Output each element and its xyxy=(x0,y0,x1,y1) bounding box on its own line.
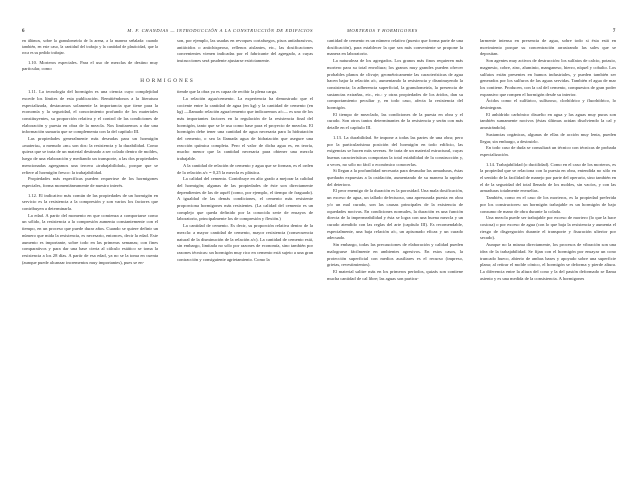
section-1-11: 1.11. La tecnología del hormigón es una ciencia cuyo complejidad excede los límites de esta publicación. Remitiéndonos a la literatura especializada, destacamos solamente la importancia que tiene para la economía y la seguridad, el conocimiento profundo de los materiales constituyentes, su proporción relativa y el control de las condiciones de elaboración y puesta en obra de la mezcla. Nos limitaremos a dar una información sumaria que se complementa con la del capítulo III. xyxy=(22,89,158,135)
paragraph: son, por ejemplo, las usadas en revoques cortafuegos, pisos antiabrasivos, antiácidos o antichispeoso, rellenos aislantes, etc., las dosificaciones convenientes vienen indicadas por el fabricante del agregado, a cuyas instrucciones será prudente ajustarse estrictamente. xyxy=(177,38,313,64)
paragraph: El anhídrido carbónico disuelto en agua y las aguas muy puras son también sumamente nocivos (éstas últimas actúan disolviendo la cal y arrastrándola). xyxy=(480,111,616,131)
section-1-12: 1.12. El indicativo más común de las propiedades de un hormigón en servicio es la resistencia a la compresión y son varios los factores que contribuyen a determinarla. xyxy=(22,192,158,212)
right-page-columns xyxy=(327,38,616,282)
left-column-2 xyxy=(177,38,313,73)
paragraph: El tiempo de mezclado, las condiciones de la puesta en obra y el curado. Son otros tantos determinantes de la resistencia y serán con más detalle en el capítulo III. xyxy=(327,111,463,131)
left-column-1 xyxy=(22,38,158,73)
paragraph: Sin embargo, todas las precauciones de elaboración y calidad pueden malograrse fácilmente en ambientes agresivos. En estos casos, la protección superficial con medios auxiliares es el recurso (impreso, grietas, revestimientos). xyxy=(327,242,463,268)
paragraph: Propiedades más específicas pueden requerirse de los hormigones especiales, forma momentáneamente de nuestro interés. xyxy=(22,176,158,188)
paragraph: A la cantidad de relación de cemento y agua que se forman, es el orden de la relación a/c = 0,25 la mezcla es plástica. xyxy=(177,162,313,175)
right-column-1 xyxy=(327,38,463,282)
paragraph: Aunque no la misma directamente, los procesos de vibración son una idea de la trabajabilidad. Se fijan con el hormigón por ensayar un cono truncado hueco, abierto de ambas bases y apoyado sobre una superficie plana; al retirar el molde cónico, el hormigón se deforma y pierde altura. La diferencia entre la altura del cono y la del pastón deformado se llama asiento y es una medida de la consistencia. A hormigones xyxy=(480,242,616,281)
paragraph: Una mezcla puede ser trabajable por exceso de mortero (lo que la hace costosa) o por exceso de agua (con lo que baja la resistencia y aumenta el riesgo de disgregación durante el transporte y fisuración ulterior por secado). xyxy=(480,215,616,241)
paragraph: en últimos, sobre la granulometría de la arena, a la manera señalada: cuando también, en este caso, la cantidad del trabajo y la cantidad de plasticidad, que la roca es su pedido trabajar. xyxy=(22,38,158,55)
left-running-head: M. F. CHANDIAS — INTRODUCCIÓN A LA CONSTRUCCIÓN DE EDIFICIOS xyxy=(127,28,313,33)
right-running-head: MORTEROS Y HORMIGONES xyxy=(347,28,418,33)
right-page-number: 7 xyxy=(612,29,616,34)
paragraph: La edad. A partir del momento en que comienza a comportarse como un sólido, la resistencia a la compresión aumenta constantemente con el tiempo, en un proceso que puede durar años. Cuando se quiere definir un número que mida la resistencia, es necesario, entonces, decir la edad. Este aumento es importante, sobre todo en las primeras semanas; con fines comparativos y para dar una base cierta al cálculo estático se toma la resistencia a los 28 días. A partir de esa edad, ya no se la toma en cuenta (aunque puede alcanzar incrementos muy importantes), pues se en- xyxy=(22,212,158,265)
left-column-2-lower xyxy=(177,89,313,266)
left-page-header xyxy=(22,28,313,34)
paragraph: larmente intensa en presencia de agua, sobre todo si ésta está en movimiento porque su concentración arrastrando las sales que se depositan. xyxy=(480,38,616,57)
section-1-14: 1.14. Trabajabilidad (o ductilidad). Como en el caso de los morteros, es la propiedad que se relaciona con la puesta en obra, entendida no sólo en el sentido de la facilidad de manejo por parte del operario, sino también en el de la seguridad del total llenado de los moldes, sin vacíos, y con las armaduras totalmente envueltas. xyxy=(480,161,616,194)
paragraph: La cantidad de cemento. Es decir, su proporción relativa dentro de la mezcla: a mayor cantidad de cemento, mayor resistencia (consecuencia natural de la disminución de la relación a/c). La cantidad de cemento está, sin embargo, limitada no sólo por razones de economía, sino también por razones técnicas: un hormigón muy rico en cemento está sujeto a una gran contracción y consiguiente agrietamiento. Como la xyxy=(177,223,313,262)
section-heading-hormigones: HORMIGONES xyxy=(140,78,195,85)
right-page xyxy=(319,0,638,493)
paragraph: La calidad del cemento. Contribuye en alto grado a mejorar la calidad del hormigón; algunas de las propiedades de éste son directamente dependientes de las de aquél (como, por ejemplo, el tiempo de fraguado). A igualdad de las demás condiciones, el cemento más resistente proporciona hormigones más resistentes. (La calidad del cemento es un complejo que queda definido por la conocida serie de ensayos de laboratorio, principalmente los de compresión y flexión.) xyxy=(177,176,313,222)
right-column-2 xyxy=(480,38,616,282)
paragraph: La relación agua/cemento. La experiencia ha demostrado que el cociente entre la cantidad de agua (en kg) y la cantidad de cemento (en kg) —llamado relación agua/cemento que indicaremos a/c— es uno de los más importantes factores en la regulación de la resistencia final del hormigón, tanto que se le usa como base para el proyecto de mezclas. El hormigón debe tener una cantidad de agua necesaria para la hidratación del cemento, o sea la llamada agua de hidratación que asegure una reacción química completa. Pero el valor de dicha agua es, en teoría, mucho menor que la cantidad necesaria para obtener una mezcla trabajable. xyxy=(177,95,313,162)
paragraph: En todo caso de duda se consultará un técnico con técnicas de probada especialización. xyxy=(480,145,616,157)
section-1-10: 1.10. Morteros especiales. Para el uso de mezclas de destino muy particular, como xyxy=(22,59,158,72)
left-page-columns xyxy=(22,38,313,73)
right-page-header xyxy=(327,28,616,34)
left-column-1-lower xyxy=(22,89,158,266)
paragraph: tiende que la obra ya es capaz de recibir la plena carga. xyxy=(177,89,278,95)
paragraph: Ácidos como el sulfúrico, sulfuroso, clorhídrico y fluorhídrico, lo desintegran. xyxy=(480,98,616,111)
paragraph: Si llegan a la profundidad necesaria para desnudar las armaduras, éstas quedarán expuestas a la oxidación, aumentando de su manera la rapidez del deterioro. xyxy=(327,168,463,187)
left-page-number: 6 xyxy=(22,29,26,34)
paragraph: Las propiedades generalmente más deseadas para un hormigón «materia», a menudo «m» son dos: la resistencia y la durabilidad. Como quiera que se trata de un material destinado a ser colado dentro de moldes, luego de una elaboración y mediando un transporte, a las dos propiedades mencionadas agregamos una tercera «trabajabilidad», porque que se refiere al hormigón fresco: la trabajabilidad. xyxy=(22,136,158,175)
paragraph: La naturaleza de los agregados. Los granos más finos requieren más mortero para su total envoltura; los granos muy grandes pueden ofrecer probables planos de clivaje; geométricamente las características de agua hacen bajar la relación a/c, aumentando la resistencia y disminuyendo la consistencia; la adherencia superficial, la granulometría, la presencia de sustancias extrañas, etc., etc.: y otras propiedades de los áridos, dan su comportamiento peculiar y, en todo caso, afecta la resistencia del hormigón. xyxy=(327,58,463,111)
paragraph: Son agentes muy activos de destrucción: los sulfatos de calcio, potasio, magnesio, cobre, zinc, aluminio, manganeso, hierro, níquel y cobalto. Los sulfatos están presentes en humos industriales, y pueden también ser generados por los sulfuros de las aguas servidas. También el agua de mar los contiene. Producen, con la cal del cemento, compuestos de gran poder expansivo que rompen el hormigón desde su interior. xyxy=(480,58,616,97)
paragraph: Sustancias orgánicas, algunas de ellas de acción muy lenta, pueden llegar, sin embargo, a destruirlo. xyxy=(480,131,616,144)
paragraph: cantidad de cemento es un número relativo (puesto que forma parte de una dosificación), para establecer la que sea más conveniente se propone la manera en laboratorio. xyxy=(327,38,463,57)
paragraph: También, como en el caso de los morteros, es la propiedad preferida por los constructores: un hormigón trabajable es un hormigón de bajo consumo de mano de obra durante la colada. xyxy=(480,195,616,214)
section-1-13: 1.13. La durabilidad. Se impone a todas las partes de una obra; pero por la particularísima posición del hormigón en todo edificio, las exigencias se hacen más severas. Se trata de un material estructural, cuyas buenas características comportan la total estabilidad de la construcción y, a veces, no sólo no fácil o económico conocerlas. xyxy=(327,134,463,167)
paragraph: El material salitre más en los primeros períodos, quizás son contiene mucha cantidad de cal libre; las aguas son particu- xyxy=(327,268,463,281)
left-page-columns-lower xyxy=(22,89,313,266)
paragraph: El peor enemigo de la duración es la porosidad. Una mala dosificación, un exceso de agua, un tallado defectuoso, una apresurada puesta en obra y/o un mal curado, son las causas principales de la existencia de oquedades nocivas. En condiciones normales, la duración es una función directa de la impermeabilidad y ésta se logra con una buena mezcla y un curado atendido con las reglas del arte (capítulo III). Es recomendable, especialmente, una baja relación a/c, un apisonado eficaz y un curado adecuado. xyxy=(327,188,463,241)
